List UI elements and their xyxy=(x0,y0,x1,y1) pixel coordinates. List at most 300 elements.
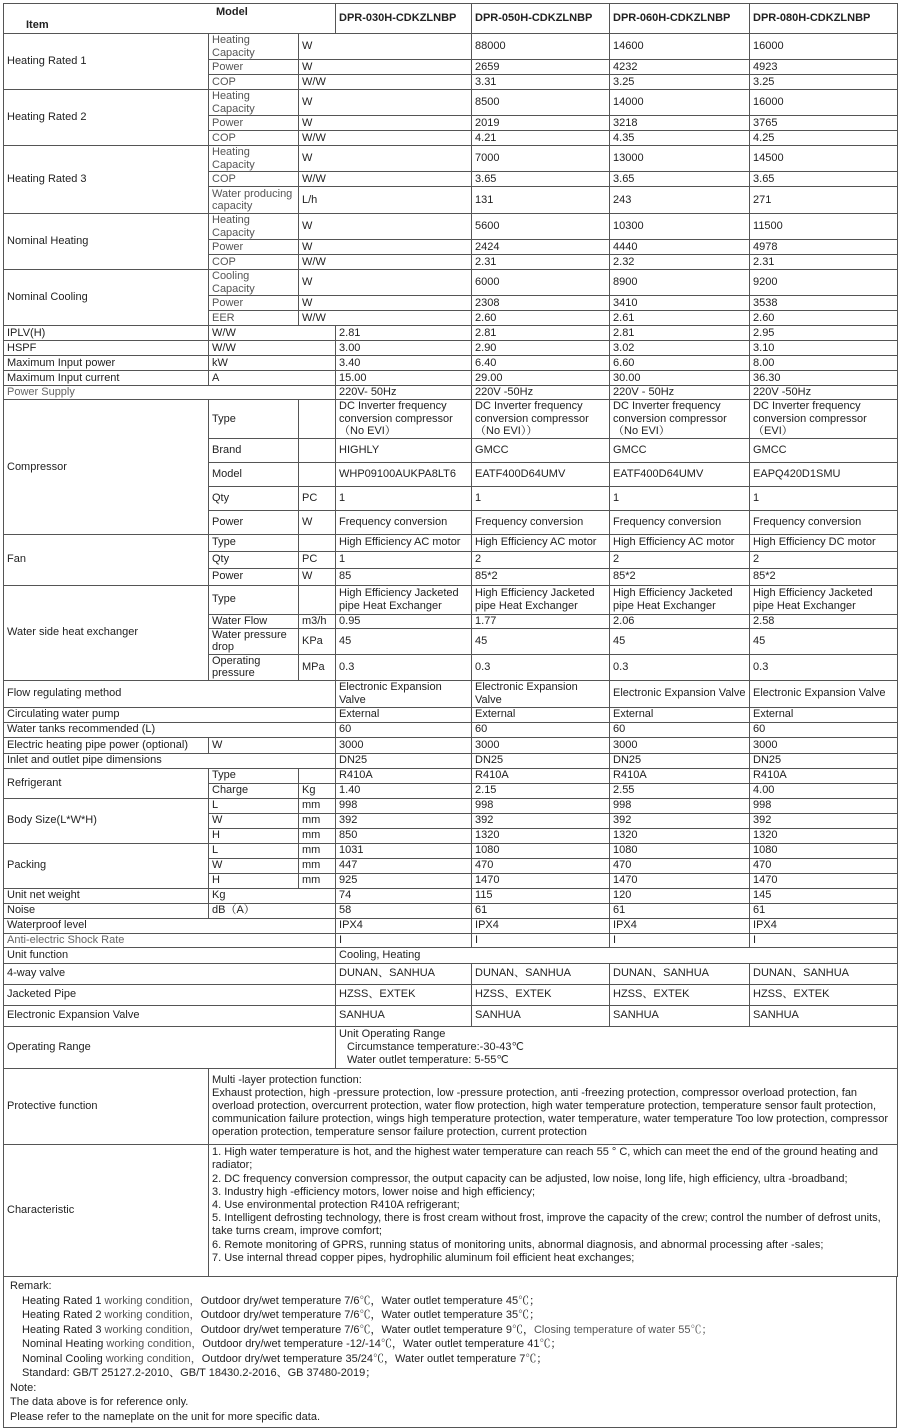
value-cell: Frequency conversion xyxy=(336,510,472,534)
unit-cell: W/W xyxy=(299,255,472,270)
remark-fragment: working condition， xyxy=(101,1294,201,1307)
characteristic-line: 3. Industry high -efficiency motors, lower noise and high efficiency; xyxy=(212,1185,536,1198)
unit-cell: A xyxy=(209,371,336,386)
value-cell: 220V -50Hz xyxy=(750,386,898,400)
table-row xyxy=(4,534,898,551)
value-cell: Cooling, Heating xyxy=(336,947,898,963)
value-cell: 14000 xyxy=(610,90,750,116)
value-cell: IPX4 xyxy=(472,918,610,933)
table-row xyxy=(4,90,898,116)
unit-cell xyxy=(299,438,336,462)
value-cell: 1 xyxy=(336,486,472,510)
value-cell: 2.31 xyxy=(472,255,610,270)
value-cell: 3.02 xyxy=(610,341,750,356)
remark-fragment: working condition， xyxy=(103,1338,203,1351)
sub-label: Qty xyxy=(209,551,299,568)
row-label: Waterproof level xyxy=(4,918,336,933)
value-cell: 6.60 xyxy=(610,356,750,371)
group-label: Nominal Heating xyxy=(4,214,209,270)
remark-condition xyxy=(10,1323,890,1338)
unit-cell xyxy=(299,585,336,614)
unit-cell xyxy=(299,400,336,439)
characteristic-line: 4. Use environmental protection R410A refrigerant; xyxy=(212,1198,460,1211)
sub-label: W xyxy=(209,813,299,828)
note-title: Note: xyxy=(10,1381,37,1394)
value-cell: DC Inverter frequency conversion compressor （No EVI）） xyxy=(472,400,610,439)
row-label: Unit net weight xyxy=(4,888,209,903)
value-cell: 1320 xyxy=(610,828,750,843)
value-cell: 14500 xyxy=(750,146,898,172)
sub-label: Power xyxy=(209,510,299,534)
value-cell: SANHUA xyxy=(336,1005,472,1026)
value-cell: 3765 xyxy=(750,116,898,131)
row-label: Operating Range xyxy=(4,1026,336,1069)
value-cell: 1031 xyxy=(336,843,472,858)
model-name: DPR-050H-CDKZLNBP xyxy=(472,4,610,34)
table-row xyxy=(4,798,898,813)
value-cell: DC Inverter frequency conversion compressor （No EVI） xyxy=(610,400,750,439)
value-cell: 6000 xyxy=(472,270,610,296)
table-row xyxy=(4,34,898,60)
group-label: Nominal Cooling xyxy=(4,270,209,326)
characteristic-line: 2. DC frequency conversion compressor, the output capacity can be adjusted, low noise, long life, high efficiency, ultra -broadband; xyxy=(212,1172,848,1185)
unit-cell: Kg xyxy=(209,888,336,903)
value-cell: HZSS、EXTEK xyxy=(750,984,898,1005)
value-cell: 2.60 xyxy=(750,311,898,326)
remark-section xyxy=(3,1277,897,1428)
value-cell: 131 xyxy=(472,187,610,214)
unit-cell xyxy=(299,462,336,486)
value-cell: I xyxy=(610,933,750,947)
row-label: Power Supply xyxy=(4,386,336,400)
value-cell: 74 xyxy=(336,888,472,903)
item-header: Item xyxy=(26,18,49,31)
remark-condition xyxy=(10,1352,890,1367)
value-cell: DC Inverter frequency conversion compressor （EVI） xyxy=(750,400,898,439)
row-label: Anti-electric Shock Rate xyxy=(4,933,336,947)
value-cell: 3000 xyxy=(610,737,750,753)
value-cell: 1.40 xyxy=(336,783,472,798)
value-cell: DUNAN、SANHUA xyxy=(336,963,472,984)
row-label: Electric heating pipe power (optional) xyxy=(4,737,209,753)
unit-cell: Kg xyxy=(299,783,336,798)
value-cell: Frequency conversion xyxy=(750,510,898,534)
value-cell: 61 xyxy=(610,903,750,918)
protective-text: Multi -layer protection function: xyxy=(212,1073,362,1086)
characteristic-line: 1. High water temperature is hot, and the highest water temperature can reach 55 ° C, which can meet the end of the ground heating and radiator; xyxy=(212,1146,879,1172)
unit-cell: mm xyxy=(299,843,336,858)
value-cell: 1080 xyxy=(750,843,898,858)
value-cell: 4.21 xyxy=(472,131,610,146)
unit-cell xyxy=(299,768,336,783)
table-row xyxy=(4,1069,898,1145)
value-cell: 45 xyxy=(336,628,472,654)
table-row xyxy=(4,680,898,707)
value-cell: 2.90 xyxy=(472,341,610,356)
sub-label: Heating Capacity xyxy=(209,146,299,172)
unit-cell: W xyxy=(299,34,472,60)
protective-function-cell xyxy=(209,1069,898,1145)
group-label: Heating Rated 3 xyxy=(4,146,209,214)
table-row xyxy=(4,768,898,783)
sub-label: Cooling Capacity xyxy=(209,270,299,296)
value-cell: 2.58 xyxy=(750,614,898,628)
value-cell: 998 xyxy=(336,798,472,813)
row-label: Electronic Expansion Valve xyxy=(4,1005,336,1026)
unit-cell: W/W xyxy=(209,326,336,341)
remark-fragment: working condition， xyxy=(102,1352,202,1365)
characteristic-cell xyxy=(209,1145,898,1277)
value-cell: 2.81 xyxy=(472,326,610,341)
value-cell: 243 xyxy=(610,187,750,214)
value-cell: 8500 xyxy=(472,90,610,116)
sub-label: Operating pressure xyxy=(209,654,299,680)
value-cell: 0.3 xyxy=(472,654,610,680)
sub-label: Heating Capacity xyxy=(209,90,299,116)
value-cell: SANHUA xyxy=(472,1005,610,1026)
sub-label: Power xyxy=(209,568,299,585)
remark-fragment: Closing temperature of water 55℃； xyxy=(533,1323,713,1336)
value-cell: 0.3 xyxy=(750,654,898,680)
value-cell: 115 xyxy=(472,888,610,903)
table-row xyxy=(4,386,898,400)
row-label: 4-way valve xyxy=(4,963,336,984)
value-cell: Electronic Expansion Valve xyxy=(610,680,750,707)
value-cell: 3000 xyxy=(336,737,472,753)
table-row xyxy=(4,918,898,933)
unit-cell: W/W xyxy=(299,75,472,90)
value-cell: IPX4 xyxy=(750,918,898,933)
unit-cell: W xyxy=(299,296,472,311)
remark-fragment: working condition， xyxy=(101,1323,201,1336)
unit-cell: mm xyxy=(299,813,336,828)
value-cell: 9200 xyxy=(750,270,898,296)
sub-label: H xyxy=(209,873,299,888)
value-cell: 3218 xyxy=(610,116,750,131)
value-cell: 2 xyxy=(610,551,750,568)
unit-cell: mm xyxy=(299,858,336,873)
sub-label: Power xyxy=(209,60,299,75)
remark-fragment: Outdoor dry/wet temperature 7/6℃，Water outlet temperature 35℃； xyxy=(200,1309,541,1322)
characteristic-line: 6. Remote monitoring of GPRS, running status of monitoring units, abnormal diagnosis, and abnormal processing after -sales; xyxy=(212,1238,824,1251)
table-row xyxy=(4,888,898,903)
characteristic-line: 7. Use internal thread copper pipes, hydrophilic aluminum foil efficient heat exchanges; xyxy=(212,1251,635,1264)
value-cell: External xyxy=(610,707,750,722)
value-cell: Electronic Expansion Valve xyxy=(472,680,610,707)
value-cell: 45 xyxy=(750,628,898,654)
sub-label: Heating Capacity xyxy=(209,214,299,240)
table-row xyxy=(4,341,898,356)
value-cell: 2659 xyxy=(472,60,610,75)
value-cell: I xyxy=(472,933,610,947)
group-label: Fan xyxy=(4,534,209,585)
table-row xyxy=(4,326,898,341)
value-cell: External xyxy=(750,707,898,722)
sub-label: Qty xyxy=(209,486,299,510)
note-line: The data above is for reference only. xyxy=(10,1396,189,1409)
spec-table xyxy=(3,3,898,1277)
value-cell: 1 xyxy=(336,551,472,568)
value-cell: 3.65 xyxy=(610,172,750,187)
value-cell: DN25 xyxy=(610,753,750,768)
unit-cell: L/h xyxy=(299,187,472,214)
note-line: Please refer to the nameplate on the unit for more specific data. xyxy=(10,1410,321,1423)
unit-cell: W xyxy=(299,510,336,534)
value-cell: 392 xyxy=(750,813,898,828)
table-row xyxy=(4,963,898,984)
value-cell: 2.81 xyxy=(336,326,472,341)
remark-title: Remark: xyxy=(10,1280,52,1293)
value-cell: 8900 xyxy=(610,270,750,296)
group-label: Heating Rated 1 xyxy=(4,34,209,90)
value-cell: 2.06 xyxy=(610,614,750,628)
value-cell: High Efficiency Jacketed pipe Heat Exchanger xyxy=(472,585,610,614)
unit-cell: PC xyxy=(299,551,336,568)
unit-cell: W xyxy=(299,568,336,585)
operating-range-line: Water outlet temperature: 5-55℃ xyxy=(347,1053,509,1066)
value-cell: 120 xyxy=(610,888,750,903)
remark-fragment: Outdoor dry/wet temperature -12/-14℃，Water outlet temperature 41℃； xyxy=(202,1338,562,1351)
value-cell: IPX4 xyxy=(336,918,472,933)
remark-fragment: Outdoor dry/wet temperature 35/24℃，Water outlet temperature 7℃； xyxy=(201,1352,548,1365)
value-cell: 8.00 xyxy=(750,356,898,371)
value-cell: High Efficiency AC motor xyxy=(336,534,472,551)
value-cell: 36.30 xyxy=(750,371,898,386)
value-cell: 2.61 xyxy=(610,311,750,326)
value-cell: 2 xyxy=(750,551,898,568)
table-row xyxy=(4,722,898,737)
unit-cell: W xyxy=(299,60,472,75)
sub-label: W xyxy=(209,858,299,873)
value-cell: 1470 xyxy=(472,873,610,888)
table-row xyxy=(4,4,898,34)
sub-label: H xyxy=(209,828,299,843)
table-row xyxy=(4,753,898,768)
value-cell: 61 xyxy=(472,903,610,918)
value-cell: 4978 xyxy=(750,240,898,255)
value-cell: 3538 xyxy=(750,296,898,311)
row-label: Characteristic xyxy=(4,1145,209,1277)
value-cell: 61 xyxy=(750,903,898,918)
remark-fragment: Nominal Cooling xyxy=(22,1352,103,1365)
value-cell: 2.81 xyxy=(610,326,750,341)
value-cell: 1 xyxy=(750,486,898,510)
value-cell: 4.25 xyxy=(750,131,898,146)
value-cell: 271 xyxy=(750,187,898,214)
value-cell: DC Inverter frequency conversion compressor （No EVI） xyxy=(336,400,472,439)
value-cell: 4923 xyxy=(750,60,898,75)
value-cell: 3.25 xyxy=(610,75,750,90)
protective-text: Exhaust protection, high -pressure protection, low -pressure protection, anti -freezing protection, compressor overload protection, fan overload protection, overcurrent protection, water flow protection, high water temperature protection, temperature sensor fault protection, communication failure protection, wings high temperature protection, water temperature, water temperature Too low protection, compressor operation protection, temperature sensor failure protection, current protection xyxy=(212,1086,889,1139)
group-label: Body Size(L*W*H) xyxy=(4,798,209,843)
value-cell: 3.65 xyxy=(472,172,610,187)
unit-cell xyxy=(299,534,336,551)
value-cell: 4440 xyxy=(610,240,750,255)
value-cell: 0.3 xyxy=(336,654,472,680)
remark-condition xyxy=(10,1337,890,1352)
value-cell: SANHUA xyxy=(610,1005,750,1026)
value-cell: 1470 xyxy=(610,873,750,888)
value-cell: 1080 xyxy=(610,843,750,858)
sub-label: Type xyxy=(209,534,299,551)
value-cell: 60 xyxy=(336,722,472,737)
value-cell: 4232 xyxy=(610,60,750,75)
sub-label: Heating Capacity xyxy=(209,34,299,60)
unit-cell: W/W xyxy=(299,172,472,187)
value-cell: High Efficiency Jacketed pipe Heat Exchanger xyxy=(750,585,898,614)
sub-label: COP xyxy=(209,172,299,187)
remark-fragment: Heating Rated 1 xyxy=(22,1294,102,1307)
unit-cell: KPa xyxy=(299,628,336,654)
value-cell: 220V- 50Hz xyxy=(336,386,472,400)
spec-sheet xyxy=(3,3,897,1428)
group-label: Water side heat exchanger xyxy=(4,585,209,680)
table-row xyxy=(4,947,898,963)
value-cell: 88000 xyxy=(472,34,610,60)
value-cell: 45 xyxy=(610,628,750,654)
value-cell: SANHUA xyxy=(750,1005,898,1026)
value-cell: 0.95 xyxy=(336,614,472,628)
table-row xyxy=(4,707,898,722)
row-label: Maximum Input power xyxy=(4,356,209,371)
value-cell: 470 xyxy=(610,858,750,873)
sub-label: Water Flow xyxy=(209,614,299,628)
sub-label: L xyxy=(209,843,299,858)
unit-cell: mm xyxy=(299,873,336,888)
value-cell: Frequency conversion xyxy=(610,510,750,534)
unit-cell: W/W xyxy=(299,131,472,146)
sub-label: Type xyxy=(209,768,299,783)
value-cell: 392 xyxy=(472,813,610,828)
value-cell: 1320 xyxy=(472,828,610,843)
value-cell: 58 xyxy=(336,903,472,918)
value-cell: 3000 xyxy=(472,737,610,753)
value-cell: 2019 xyxy=(472,116,610,131)
value-cell: GMCC xyxy=(472,438,610,462)
value-cell: 3.00 xyxy=(336,341,472,356)
value-cell: 392 xyxy=(336,813,472,828)
value-cell: 29.00 xyxy=(472,371,610,386)
remark-fragment: working condition， xyxy=(101,1309,201,1322)
table-row xyxy=(4,1145,898,1277)
value-cell: 2.95 xyxy=(750,326,898,341)
operating-range-cell xyxy=(336,1026,898,1069)
value-cell: HZSS、EXTEK xyxy=(610,984,750,1005)
sub-label: COP xyxy=(209,131,299,146)
characteristic-line: 5. Intelligent defrosting technology, there is frost cream without frost, improve the capacity of the crew; control the number of defrost units, take turns cream, improve comfort; xyxy=(212,1212,881,1238)
value-cell: 11500 xyxy=(750,214,898,240)
value-cell: 45 xyxy=(472,628,610,654)
unit-cell: W xyxy=(299,146,472,172)
remark-condition xyxy=(10,1308,890,1323)
group-label: Refrigerant xyxy=(4,768,209,798)
value-cell: 3.31 xyxy=(472,75,610,90)
value-cell: EATF400D64UMV xyxy=(610,462,750,486)
value-cell: DN25 xyxy=(472,753,610,768)
value-cell: R410A xyxy=(750,768,898,783)
value-cell: 447 xyxy=(336,858,472,873)
table-row xyxy=(4,933,898,947)
sub-label: Type xyxy=(209,585,299,614)
value-cell: 2.32 xyxy=(610,255,750,270)
operating-range-line: Unit Operating Range xyxy=(339,1027,446,1040)
value-cell: 0.3 xyxy=(610,654,750,680)
operating-range-line: Circumstance temperature:-30-43℃ xyxy=(347,1040,524,1053)
value-cell: I xyxy=(336,933,472,947)
value-cell: 1080 xyxy=(472,843,610,858)
value-cell: 998 xyxy=(610,798,750,813)
value-cell: DN25 xyxy=(336,753,472,768)
value-cell: 16000 xyxy=(750,34,898,60)
sub-label: Power xyxy=(209,296,299,311)
group-label: Compressor xyxy=(4,400,209,535)
value-cell: GMCC xyxy=(750,438,898,462)
value-cell: 14600 xyxy=(610,34,750,60)
sub-label: Power xyxy=(209,116,299,131)
value-cell: 470 xyxy=(750,858,898,873)
unit-cell: dB（A） xyxy=(209,903,336,918)
row-label: Circulating water pump xyxy=(4,707,336,722)
value-cell: 5600 xyxy=(472,214,610,240)
remark-fragment: Heating Rated 3 xyxy=(22,1323,102,1336)
value-cell: High Efficiency Jacketed pipe Heat Exchanger xyxy=(610,585,750,614)
value-cell: 85*2 xyxy=(610,568,750,585)
remark-standard: Standard: GB/T 25127.2-2010、GB/T 18430.2-2016、GB 37480-2019； xyxy=(22,1367,377,1380)
table-row xyxy=(4,356,898,371)
sub-label: Water producing capacity xyxy=(209,187,299,214)
value-cell: DUNAN、SANHUA xyxy=(750,963,898,984)
sub-label: L xyxy=(209,798,299,813)
model-name: DPR-030H-CDKZLNBP xyxy=(336,4,472,34)
value-cell: 925 xyxy=(336,873,472,888)
remark-fragment: Outdoor dry/wet temperature 7/6℃，Water outlet temperature 9℃， xyxy=(200,1323,534,1336)
table-row xyxy=(4,270,898,296)
value-cell: 2.60 xyxy=(472,311,610,326)
value-cell: EATF400D64UMV xyxy=(472,462,610,486)
row-label: Maximum Input current xyxy=(4,371,209,386)
value-cell: 15.00 xyxy=(336,371,472,386)
value-cell: Electronic Expansion Valve xyxy=(336,680,472,707)
value-cell: High Efficiency AC motor xyxy=(472,534,610,551)
model-name: DPR-060H-CDKZLNBP xyxy=(610,4,750,34)
unit-cell: PC xyxy=(299,486,336,510)
table-row xyxy=(4,214,898,240)
value-cell: 60 xyxy=(750,722,898,737)
value-cell: 998 xyxy=(472,798,610,813)
unit-cell: W/W xyxy=(209,341,336,356)
value-cell: R410A xyxy=(610,768,750,783)
value-cell: High Efficiency DC motor xyxy=(750,534,898,551)
unit-cell: mm xyxy=(299,828,336,843)
value-cell: 30.00 xyxy=(610,371,750,386)
row-label: HSPF xyxy=(4,341,209,356)
value-cell: 145 xyxy=(750,888,898,903)
value-cell: HZSS、EXTEK xyxy=(336,984,472,1005)
table-row xyxy=(4,585,898,614)
value-cell: External xyxy=(472,707,610,722)
value-cell: HZSS、EXTEK xyxy=(472,984,610,1005)
unit-cell: W xyxy=(209,737,336,753)
unit-cell: W xyxy=(299,214,472,240)
unit-cell: W/W xyxy=(299,311,472,326)
value-cell: 998 xyxy=(750,798,898,813)
table-row xyxy=(4,737,898,753)
value-cell: 850 xyxy=(336,828,472,843)
remark-fragment: Outdoor dry/wet temperature 7/6℃，Water outlet temperature 45℃； xyxy=(200,1294,541,1307)
model-name: DPR-080H-CDKZLNBP xyxy=(750,4,898,34)
sub-label: Charge xyxy=(209,783,299,798)
value-cell: 10300 xyxy=(610,214,750,240)
